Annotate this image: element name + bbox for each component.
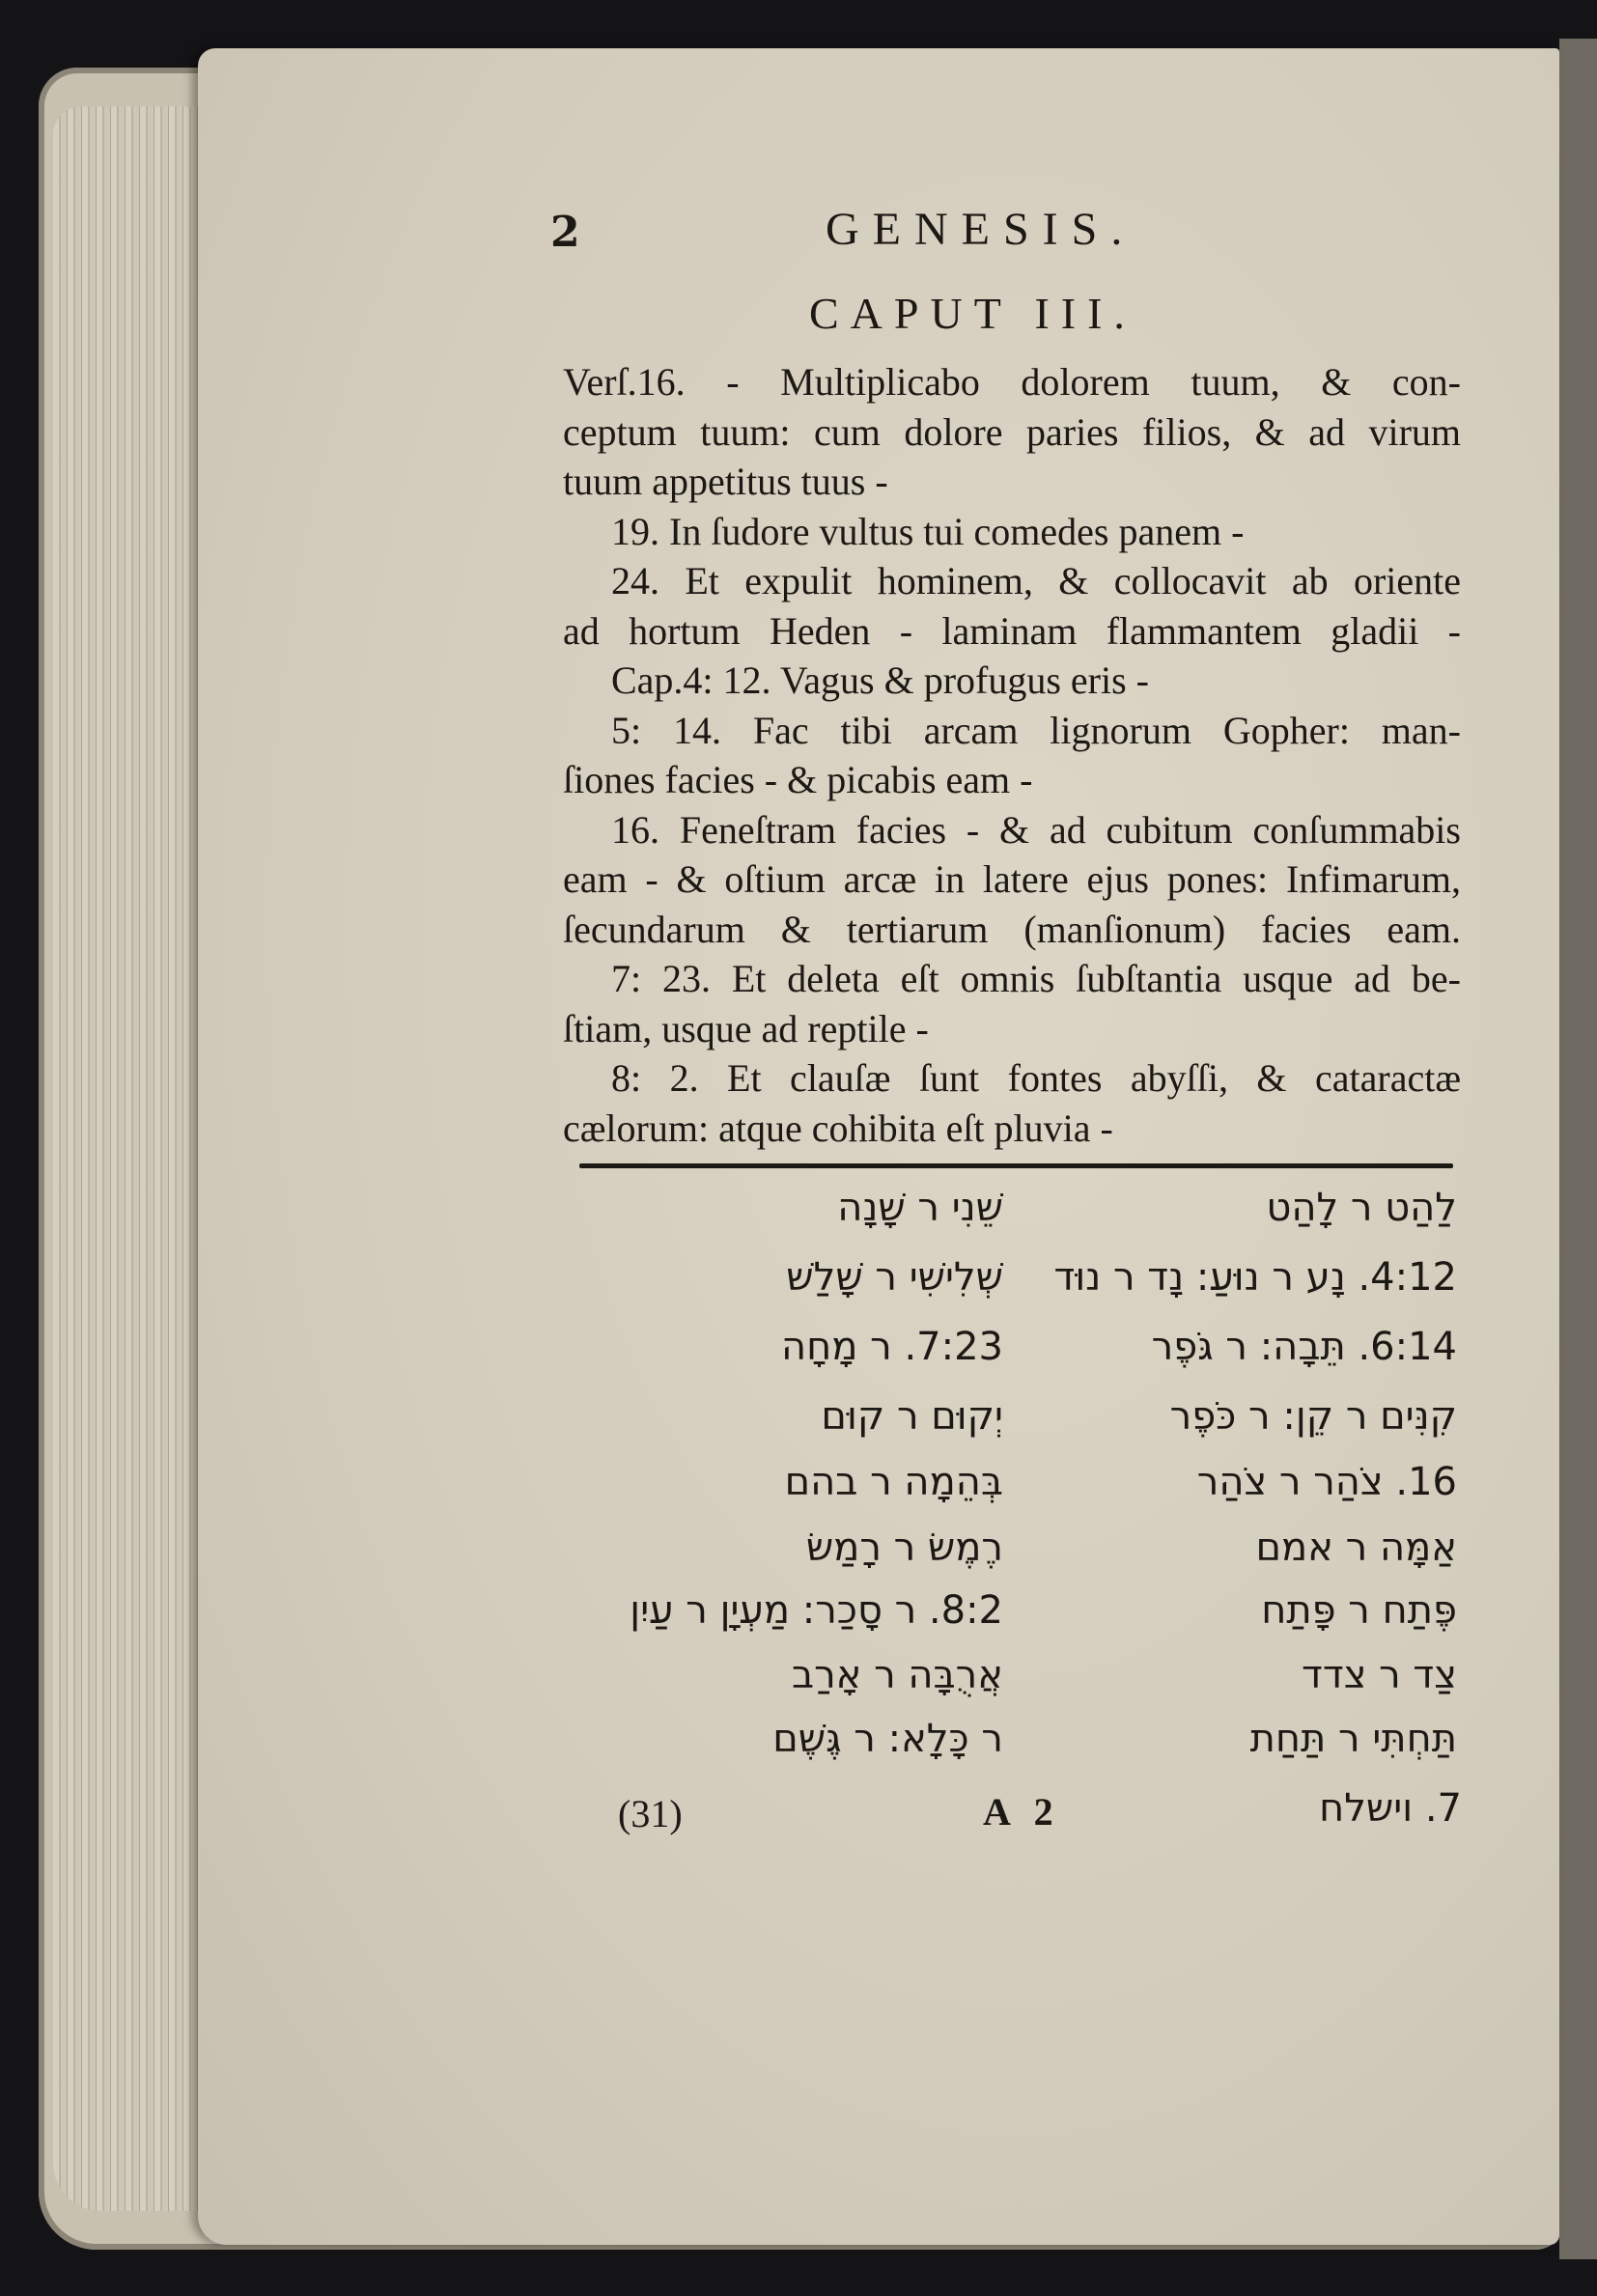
text-line: Verſ.16. - Multiplicabo dolorem tuum, & con- (563, 360, 1461, 404)
hebrew-entry: 6:14. תֵּבָה: ר גֹּפֶר (1151, 1325, 1457, 1369)
hebrew-entry: קִנִּים ר קֵן: ר כֹּפֶר (1169, 1394, 1457, 1439)
page-edges (53, 106, 217, 2211)
hebrew-entry: צַד ר צדד (1302, 1653, 1457, 1697)
hebrew-entry: שְׁלִישִׁי ר שָׁלַשׁ (786, 1255, 1003, 1300)
hebrew-entry: אֲרֻבָּה ר אָרַב (791, 1653, 1003, 1697)
text-line: ceptum tuum: cum dolore paries filios, & ad virum (563, 409, 1461, 454)
hebrew-entry: רֶמֶשׂ ר רָמַשׂ (805, 1526, 1003, 1570)
page-number: 2 (550, 208, 580, 257)
text-line: ſecundarum & tertiarum (manſionum) facies eam. (563, 907, 1461, 951)
hebrew-entry: תַּחְתִּי ר תַּחַת (1249, 1717, 1457, 1761)
text-line: tuum appetitus tuus - (563, 460, 888, 503)
text-line: Cap.4: 12. Vagus & profugus eris - (611, 658, 1149, 702)
hebrew-entry: 16. צֹהַר ר צֹהַר (1196, 1460, 1457, 1504)
text-line: ſiones facies - & picabis eam - (563, 758, 1033, 801)
hebrew-entry: פֶּתַח ר פָּתַח (1261, 1588, 1457, 1633)
divider-rule (579, 1163, 1453, 1168)
text-line: 19. In ſudore vultus tui comedes panem - (611, 509, 1245, 553)
facing-page-edge (1559, 39, 1597, 2259)
running-title: GENESIS. (826, 204, 1136, 255)
hebrew-entry: יְקוּם ר קוּם (821, 1394, 1003, 1439)
text-line: ad hortum Heden - laminam flammantem gladii - (563, 608, 1461, 653)
hebrew-entry: לַהַט ר לָהַט (1266, 1186, 1457, 1230)
hebrew-entry: 8:2. ר סָכַר: מַעְיָן ר עַיִן (630, 1588, 1003, 1633)
text-line: eam - & oſtium arcæ in latere ejus pones: Infimarum, (563, 857, 1461, 901)
text-line: 5: 14. Fac tibi arcam lignorum Gopher: man- (611, 708, 1461, 752)
hebrew-entry: שֵׁנִי ר שָׁנָה (837, 1186, 1003, 1230)
text-line: 16. Feneſtram facies - & ad cubitum conſummabis (611, 807, 1461, 852)
text-line: 24. Et expulit hominem, & collocavit ab oriente (611, 559, 1461, 602)
text-line: 8: 2. Et clauſæ ſunt fontes abyſſi, & cataractæ (611, 1056, 1461, 1100)
hebrew-entry: בְּהֵמָה ר בהם (784, 1460, 1003, 1504)
chapter-heading: CAPUT III. (809, 289, 1136, 338)
signature-number: (31) (618, 1792, 683, 1835)
signature-mark: A 2 (983, 1790, 1061, 1834)
text-line: ſtiam, usque ad reptile - (563, 1006, 929, 1050)
catchword: 7. וישלח (1319, 1786, 1462, 1831)
latin-text (563, 357, 1461, 1153)
hebrew-entry: ר כָּלָא: ר גֶּשֶׁם (772, 1717, 1003, 1761)
text-line: cælorum: atque cohibita eſt pluvia - (563, 1106, 1113, 1150)
text-line: 7: 23. Et deleta eſt omnis ſubſtantia usque ad be- (611, 957, 1461, 1000)
hebrew-entry: 7:23. ר מָחָה (781, 1325, 1003, 1369)
hebrew-entry: אַמָּה ר אמם (1255, 1526, 1457, 1570)
hebrew-entry: 4:12. נָע ר נוּעַ: נָד ר נוּד (1053, 1255, 1457, 1300)
